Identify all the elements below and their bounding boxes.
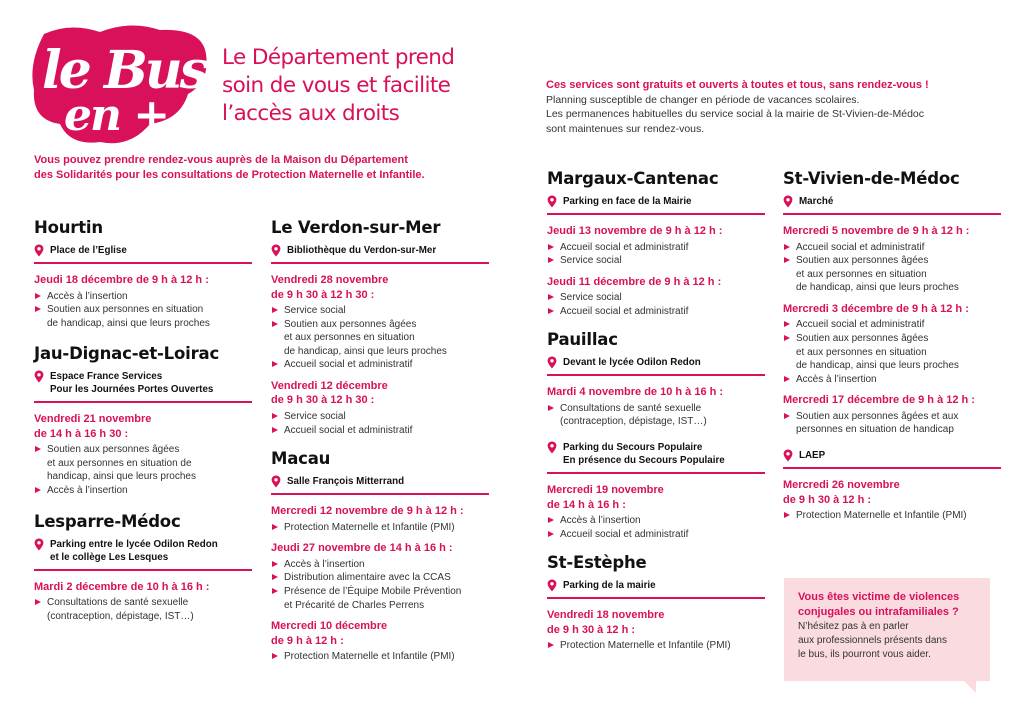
service-item (34, 443, 252, 484)
service-item-line: Service social (284, 305, 346, 316)
map-pin-icon (271, 244, 281, 257)
service-item-line: Soutien aux personnes âgées (796, 255, 929, 267)
location-line: Parking en face de la Mairie (563, 196, 692, 207)
service-item-line: Accueil social et administratif (796, 241, 925, 253)
service-list (783, 509, 1001, 523)
location-name (563, 441, 725, 467)
service-item-line: Soutien aux personnes âgées (796, 332, 929, 344)
svg-text:en +: en + (64, 90, 169, 141)
schedule-column-1 (34, 218, 252, 623)
service-item (783, 318, 1001, 332)
service-item-line: Service social (560, 292, 622, 304)
service-item-line: Soutien aux personnes âgées et aux (796, 410, 959, 422)
location-name (799, 195, 833, 208)
session-date-line: Jeudi 27 novembre de 14 h à 16 h : (271, 542, 453, 555)
location-line: Salle François Mitterrand (287, 476, 405, 488)
service-item-line: (contraception, dépistage, IST…) (560, 416, 707, 428)
callout-body-line: le bus, ils pourront vous aider. (798, 648, 931, 660)
session-date (547, 385, 765, 400)
service-list (547, 291, 765, 318)
service-list (547, 639, 765, 653)
location-header (34, 538, 252, 571)
service-item (783, 509, 1001, 523)
service-item (547, 528, 765, 542)
session-date-line: de 9 h 30 à 12 h : (547, 623, 636, 636)
service-list (783, 318, 1001, 386)
map-pin-icon (783, 195, 793, 208)
location-name (563, 195, 692, 208)
location-name (563, 579, 656, 592)
location-header (547, 441, 765, 474)
session-date-line: de 9 h 30 à 12 h 30 : (271, 288, 375, 301)
service-item-line: Accueil social et administratif (560, 528, 689, 540)
session-date-line: Vendredi 18 novembre (547, 609, 665, 622)
session-date-line: Mardi 4 novembre de 10 h à 16 h : (547, 386, 724, 399)
location-name (563, 356, 701, 369)
location-header (34, 244, 252, 264)
session-date-line: de 14 h à 16 h 30 : (34, 427, 129, 440)
service-item-line: Service social (284, 410, 346, 422)
city-block (34, 344, 252, 497)
service-item (271, 521, 489, 535)
notice-line: Planning susceptible de changer en période de vacances scolaires. (546, 94, 860, 107)
service-item-line: de handicap, ainsi que leurs proches (796, 360, 959, 372)
service-item-line: Accès à l’insertion (796, 373, 877, 385)
location-line: Marché (799, 196, 834, 207)
session-date-line: Jeudi 18 décembre de 9 h à 12 h : (34, 274, 209, 286)
map-pin-icon (34, 538, 44, 551)
session-date-line: Vendredi 21 novembre (34, 413, 152, 426)
callout-body-line: aux professionnels présents dans (798, 634, 947, 646)
session-date (783, 393, 1001, 408)
callout-title (798, 590, 976, 619)
location-line: LAEP (799, 450, 826, 462)
service-item (547, 241, 765, 255)
location-line: Espace France Services (50, 371, 163, 383)
session-date (547, 608, 765, 637)
city-name: Pauillac (547, 330, 618, 350)
service-item-line: Distribution alimentaire avec la CCAS (284, 572, 451, 584)
location-name (799, 449, 825, 462)
location-header (783, 449, 1001, 469)
location-name (50, 244, 127, 257)
service-item (271, 650, 489, 664)
le-bus-en-plus-logo (30, 24, 210, 148)
location-line: Devant le lycée Odilon Redon (563, 357, 701, 369)
location-name (50, 538, 218, 564)
city-name: Margaux-Cantenac (547, 169, 719, 188)
intro-text (34, 153, 504, 183)
location-line: En présence du Secours Populaire (563, 455, 725, 467)
notice (546, 78, 986, 136)
service-item-line: Soutien aux personnes âgées (284, 318, 417, 330)
city-name: Jau-Dignac-et-Loirac (34, 344, 220, 364)
callout-title-line: conjugales ou intrafamiliales ? (798, 605, 959, 618)
service-item (547, 291, 765, 305)
location-header (547, 356, 765, 376)
service-item-line: de handicap, ainsi que leurs proches (47, 317, 210, 329)
location-header (547, 195, 765, 215)
session-date (547, 483, 765, 512)
city-name: Macau (271, 449, 331, 469)
service-item-line: Consultations de santé sexuelle (47, 597, 189, 609)
service-item-line: Accueil social et administratif (284, 424, 413, 436)
service-item-line: Protection Maternelle et Infantile (PMI) (284, 521, 455, 533)
session-date (271, 541, 489, 556)
location-line: Parking entre le lycée Odilon Redon (50, 538, 218, 550)
notice-line: sont maintenues sur rendez-vous. (546, 122, 705, 135)
domestic-violence-callout (784, 578, 990, 681)
service-list (547, 514, 765, 541)
service-list (547, 402, 765, 429)
service-list (783, 410, 1001, 437)
service-list (34, 443, 252, 497)
service-item-line: et aux personnes en situation (796, 346, 927, 358)
location-line: Place de l’Eglise (50, 245, 127, 256)
session-date (783, 224, 1001, 239)
session-date (271, 273, 489, 302)
service-item-line: Protection Maternelle et Infantile (PMI) (560, 640, 731, 652)
location-name (50, 370, 213, 396)
service-item-line: Accès à l’insertion (560, 515, 641, 527)
service-list (271, 558, 489, 612)
service-item (271, 358, 489, 372)
session-date-line: Jeudi 13 novembre de 9 h à 12 h : (547, 225, 723, 237)
intro-line: des Solidarités pour les consultations de Protection Maternelle et Infantile. (34, 169, 425, 181)
map-pin-icon (547, 579, 557, 592)
location-header (547, 579, 765, 599)
service-item-line: Protection Maternelle et Infantile (PMI) (796, 510, 967, 522)
service-item (783, 254, 1001, 295)
session-date-line: Mercredi 17 décembre de 9 h à 12 h : (783, 394, 975, 407)
location-header (271, 475, 489, 495)
session-date-line: Mercredi 19 novembre (547, 484, 664, 497)
svg-text:le Bus: le Bus (42, 40, 206, 101)
location-header (34, 370, 252, 403)
session-date-line: Mercredi 26 novembre (783, 479, 900, 492)
city-name: St-Vivien-de-Médoc (783, 169, 960, 188)
city-block (271, 449, 489, 664)
service-item (271, 585, 489, 612)
service-item-line: et aux personnes en situation (796, 268, 927, 280)
service-item (547, 402, 765, 429)
session-date-line: de 9 h à 12 h : (271, 634, 344, 647)
service-item-line: Soutien aux personnes âgées (47, 444, 180, 456)
location-line: et le collège Les Lesques (50, 551, 169, 563)
service-item (271, 424, 489, 438)
session-date-line: Mercredi 12 novembre de 9 h à 12 h : (271, 505, 464, 518)
service-item (547, 305, 765, 319)
service-item (271, 304, 489, 318)
service-list (34, 596, 252, 623)
map-pin-icon (34, 244, 44, 257)
map-pin-icon (547, 195, 557, 208)
map-pin-icon (547, 441, 557, 454)
session-date (783, 478, 1001, 507)
location-header (783, 195, 1001, 215)
service-item-line: (contraception, dépistage, IST…) (47, 610, 194, 622)
session-date (547, 275, 765, 290)
headline (222, 44, 512, 128)
location-name (287, 475, 404, 488)
session-date (547, 224, 765, 239)
callout-title-line: Vous êtes victime de violences (798, 591, 960, 603)
location-name (287, 244, 436, 257)
intro-line: Vous pouvez prendre rendez-vous auprès de la Maison du Département (34, 154, 408, 166)
service-item-line: Accueil social et administratif (284, 359, 413, 371)
session-date-line: Mardi 2 décembre de 10 h à 16 h : (34, 580, 210, 593)
city-block (547, 169, 765, 318)
session-date-line: Vendredi 28 novembre (271, 274, 389, 286)
service-item-line: handicap, ainsi que leurs proches (47, 471, 196, 483)
city-block (547, 553, 765, 653)
service-item (271, 410, 489, 424)
session-date-line: Mercredi 10 décembre (271, 620, 388, 633)
service-item-line: Service social (560, 255, 622, 267)
session-date-line: de 9 h 30 à 12 h 30 : (271, 394, 375, 407)
service-item (271, 318, 489, 359)
service-list (271, 410, 489, 437)
session-date (271, 619, 489, 648)
service-item (783, 373, 1001, 387)
city-block (547, 330, 765, 541)
callout-body-line: N’hésitez pas à en parler (798, 621, 909, 632)
session-date-line: Mercredi 3 décembre de 9 h à 12 h : (783, 302, 969, 315)
service-item-line: Consultations de santé sexuelle (560, 402, 702, 414)
service-item-line: Présence de l’Équipe Mobile Prévention (284, 585, 462, 597)
city-block (34, 512, 252, 624)
schedule-column-4 (783, 169, 1001, 523)
session-date (271, 504, 489, 519)
headline-line: l’accès aux droits (222, 101, 400, 126)
notice-line: Les permanences habituelles du service social à la mairie de St-Vivien-de-Médoc (546, 108, 924, 121)
service-item-line: Accès à l’insertion (47, 290, 128, 302)
session-date (783, 302, 1001, 317)
session-date (34, 273, 252, 288)
service-item (34, 484, 252, 498)
service-item-line: Accueil social et administratif (560, 241, 689, 253)
session-date-line: Jeudi 11 décembre de 9 h à 12 h : (547, 275, 722, 288)
service-list (34, 290, 252, 331)
city-block (783, 169, 1001, 523)
service-item (783, 241, 1001, 255)
service-list (547, 241, 765, 268)
service-item-line: Protection Maternelle et Infantile (PMI) (284, 651, 455, 663)
session-date (34, 580, 252, 595)
session-date-line: Mercredi 5 novembre de 9 h à 12 h : (783, 225, 970, 237)
service-list (271, 304, 489, 372)
session-date-line: de 14 h à 16 h : (547, 498, 626, 511)
session-date-line: de 9 h 30 à 12 h : (783, 493, 872, 506)
service-item-line: et Précarité de Charles Perrens (284, 599, 425, 611)
callout-body (798, 620, 976, 661)
service-item (34, 290, 252, 304)
location-header (271, 244, 489, 264)
service-item-line: Accueil social et administratif (796, 319, 925, 331)
map-pin-icon (34, 370, 44, 383)
service-item-line: de handicap, ainsi que leurs proches (284, 345, 447, 357)
headline-line: Le Département prend (222, 45, 455, 70)
service-item-line: Accueil social et administratif (560, 305, 689, 317)
map-pin-icon (547, 356, 557, 369)
service-item (271, 571, 489, 585)
service-list (271, 650, 489, 664)
service-item (34, 596, 252, 623)
city-name: St-Estèphe (547, 553, 647, 573)
service-item (783, 332, 1001, 373)
city-name: Hourtin (34, 218, 103, 237)
service-item-line: et aux personnes en situation de (47, 457, 192, 469)
service-item (34, 303, 252, 330)
city-block (271, 218, 489, 437)
headline-line: soin de vous et facilite (222, 73, 451, 98)
location-line: Parking du Secours Populaire (563, 442, 703, 454)
service-item (547, 639, 765, 653)
location-line: Bibliothèque du Verdon-sur-Mer (287, 245, 437, 256)
service-list (783, 241, 1001, 295)
city-block (34, 218, 252, 330)
map-pin-icon (783, 449, 793, 462)
session-date-line: Vendredi 12 décembre (271, 379, 388, 392)
location-line: Pour les Journées Portes Ouvertes (50, 384, 214, 396)
session-date (271, 379, 489, 408)
service-item-line: et aux personnes en situation (284, 332, 415, 344)
service-item-line: Soutien aux personnes en situation (47, 304, 204, 316)
location-line: Parking de la mairie (563, 580, 656, 592)
schedule-column-2 (271, 218, 489, 664)
service-list (271, 521, 489, 535)
city-name: Le Verdon-sur-Mer (271, 218, 441, 237)
service-item (271, 558, 489, 572)
schedule-column-3 (547, 169, 765, 653)
city-name: Lesparre-Médoc (34, 511, 181, 531)
service-item-line: personnes en situation de handicap (796, 424, 954, 436)
session-date (34, 412, 252, 441)
notice-lead: Ces services sont gratuits et ouverts à toutes et tous, sans rendez-vous ! (546, 79, 929, 91)
service-item (783, 410, 1001, 437)
map-pin-icon (271, 475, 281, 488)
service-item (547, 514, 765, 528)
service-item-line: Accès à l’insertion (284, 558, 365, 570)
service-item-line: Accès à l’insertion (47, 485, 128, 497)
service-item (547, 254, 765, 268)
service-item-line: de handicap, ainsi que leurs proches (796, 282, 959, 294)
